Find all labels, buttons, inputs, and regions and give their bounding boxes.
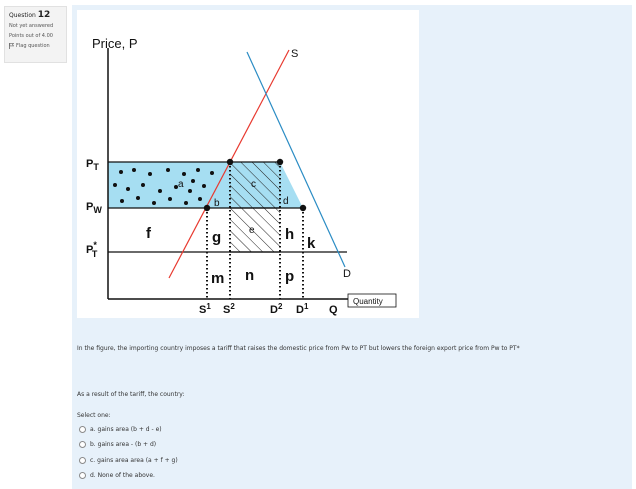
price-label-pt: $P_T$ — [86, 158, 99, 172]
question-content — [72, 5, 632, 489]
area-e — [230, 208, 280, 252]
answer-text-a: gains area (b + d - e) — [97, 425, 162, 433]
area-label-k: k — [307, 235, 316, 252]
result-prompt: As a result of the tariff, the country: — [77, 391, 185, 398]
area-label-e: e — [249, 225, 255, 236]
area-label-c: c — [251, 179, 256, 190]
area-label-n: n — [245, 267, 255, 284]
quantity-label-s1: $S^1$ — [199, 302, 211, 316]
tariff-figure — [77, 10, 419, 318]
answer-text-b: gains area - (b + d) — [97, 441, 157, 448]
answer-letter-d: d. — [90, 472, 96, 479]
question-number: Question 12 — [9, 10, 51, 20]
area-label-h: h — [285, 226, 295, 243]
quantity-label-q: Q — [329, 304, 338, 316]
answer-radio-a[interactable] — [79, 426, 86, 433]
answer-text-d: None of the above. — [97, 472, 155, 479]
price-label-pstar: P* T — [86, 240, 98, 259]
quantity-label-d1: $D^1$ — [296, 302, 309, 316]
area-label-d: d — [283, 196, 289, 207]
select-one-label: Select one: — [77, 412, 111, 419]
quantity-labels — [199, 302, 338, 316]
demand-curve-label: D — [343, 268, 351, 280]
answer-option-c[interactable] — [79, 456, 178, 464]
answer-option-b[interactable] — [79, 441, 178, 449]
y-axis-label: Price, P — [92, 36, 138, 51]
answer-option-a[interactable] — [79, 425, 178, 433]
area-label-f: f — [146, 225, 151, 242]
answer-letter-a: a. — [90, 425, 96, 433]
question-text: In the figure, the importing country imposes a tariff that raises the domestic price from Pw to PT but lowers the foreign export price from Pw to PT* — [77, 345, 520, 352]
x-axis-label: Quantity — [353, 297, 383, 306]
answer-text-c: gains area area (a + f + g) — [97, 456, 178, 464]
price-label-pw: $P_W$ — [86, 201, 102, 215]
answer-option-d[interactable] — [79, 472, 178, 480]
answer-letter-c: c. — [90, 456, 96, 464]
area-label-p: p — [285, 268, 295, 285]
question-info-panel — [4, 6, 67, 63]
question-marks: Points out of 4.00 — [9, 33, 53, 39]
area-label-m: m — [211, 270, 225, 287]
flag-question-label: Flag question — [16, 43, 50, 49]
answer-radio-c[interactable] — [79, 457, 86, 464]
flag-question-link[interactable] — [9, 41, 62, 51]
answer-radio-b[interactable] — [79, 441, 86, 448]
area-label-b: b — [214, 198, 220, 209]
question-state: Not yet answered — [9, 23, 54, 29]
flag-icon — [9, 43, 14, 49]
quantity-label-d2: $D^2$ — [270, 302, 283, 316]
area-label-a: a — [178, 179, 184, 190]
answer-radio-d[interactable] — [79, 472, 86, 479]
answer-options — [79, 425, 178, 487]
quantity-label-s2: $S^2$ — [223, 302, 235, 316]
supply-curve-label: S — [291, 48, 299, 60]
area-label-g: g — [212, 229, 222, 246]
answer-letter-b: b. — [90, 441, 96, 448]
